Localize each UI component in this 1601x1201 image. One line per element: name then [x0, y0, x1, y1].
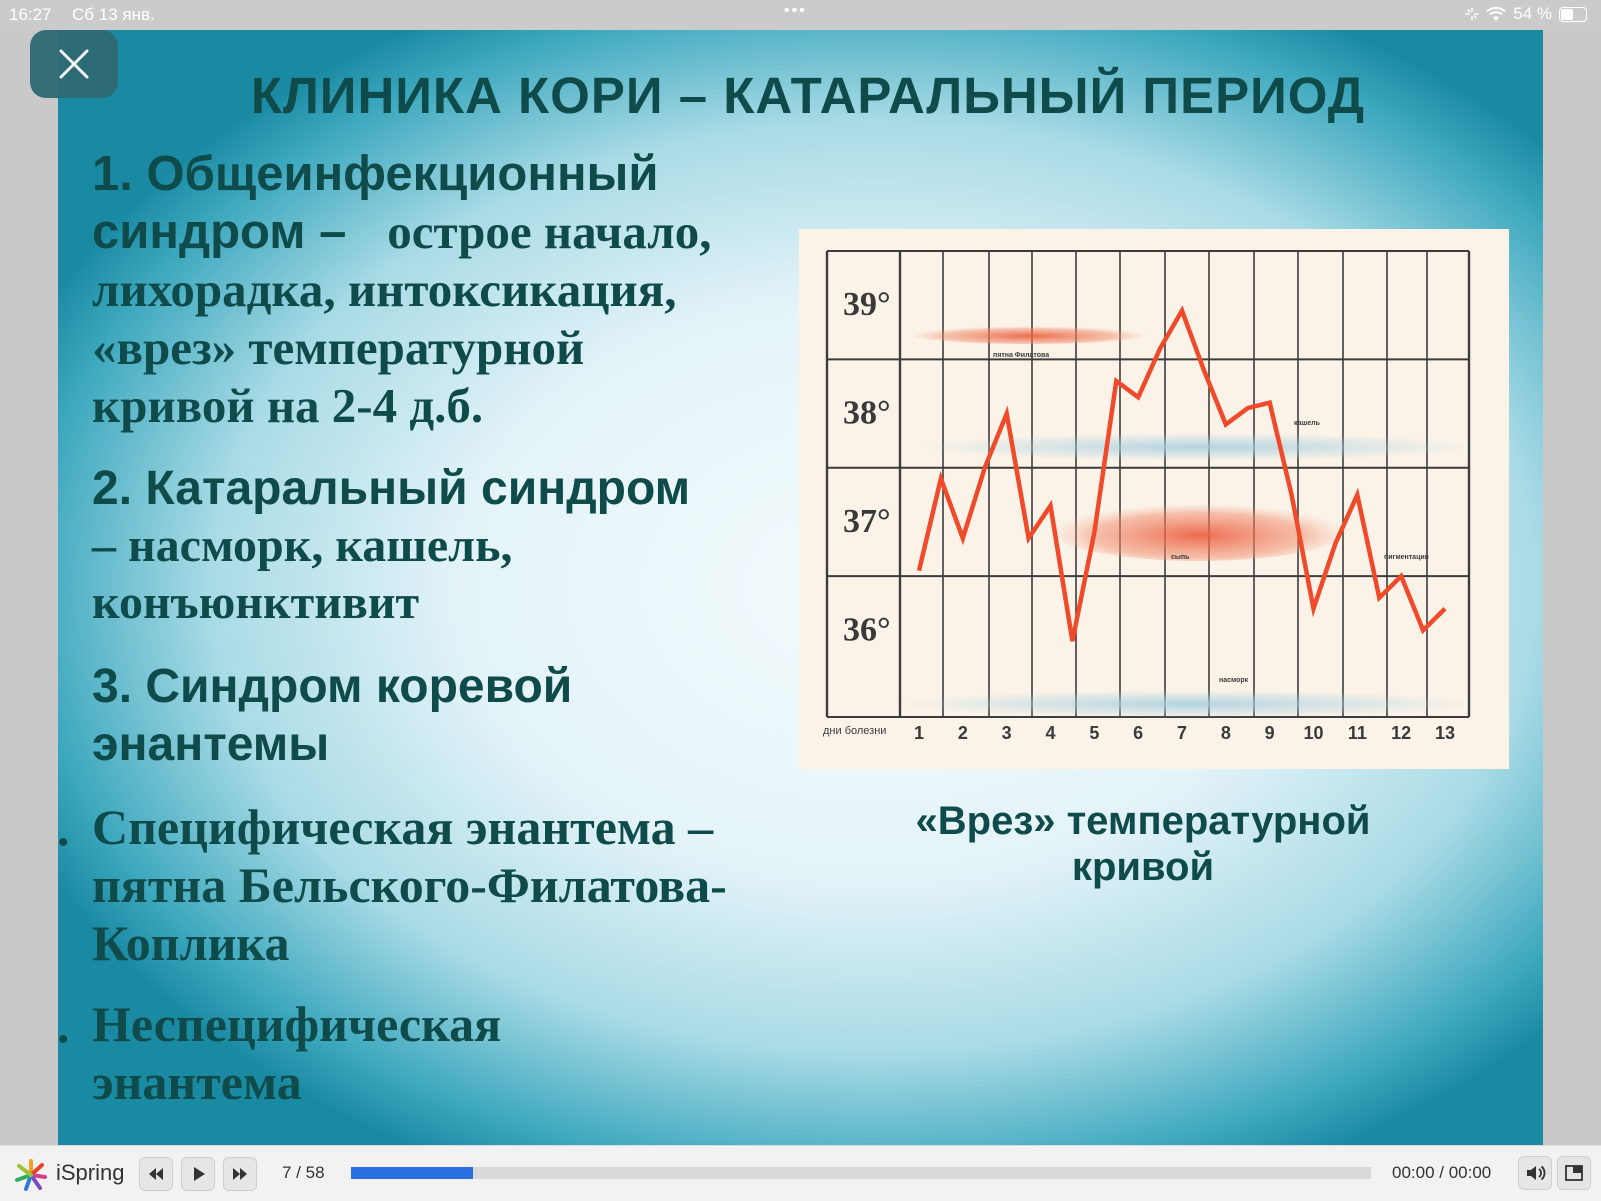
item1-text-line5: кривой на 2-4 д.б. — [92, 378, 484, 433]
annotation-runny-nose: насморк — [1219, 677, 1249, 684]
bullet1-line1: Специфическая энантема – — [92, 799, 714, 855]
annotation-rash: сыпь — [1171, 554, 1190, 561]
bullet1-line2: пятна Бельского-Филатова- — [92, 857, 727, 913]
x-axis-label: дни болезни — [823, 725, 887, 737]
y-tick-label: 36° — [843, 611, 891, 649]
close-button[interactable] — [30, 30, 118, 98]
rewind-button[interactable] — [139, 1157, 173, 1191]
item2-heading: 2. Катаральный синдром — [92, 462, 691, 515]
x-tick-label: 6 — [1133, 723, 1144, 743]
timecode: 00:00 / 00:00 — [1392, 1163, 1492, 1182]
y-tick-label: 38° — [843, 394, 891, 432]
x-tick-label: 12 — [1391, 723, 1412, 743]
item-enanthema — [92, 658, 572, 774]
y-tick-label: 37° — [843, 502, 891, 540]
item1-heading-line1: 1. Общеинфекционный — [92, 147, 659, 201]
bullet-marker: • — [58, 826, 69, 859]
item1-text-line3: лихорадка, интоксикация, — [92, 262, 677, 317]
player-controls — [0, 1145, 1601, 1201]
y-tick-label: 39° — [843, 286, 891, 324]
item-catarrhal — [92, 460, 690, 631]
x-tick-label: 4 — [1045, 723, 1056, 743]
close-icon — [30, 30, 118, 98]
bullet-marker: • — [58, 1023, 69, 1056]
brand-name: iSpring — [56, 1160, 125, 1185]
bullet2-line1: Неспецифическая — [92, 996, 502, 1052]
x-tick-label: 7 — [1176, 723, 1188, 743]
item-general-infection — [92, 145, 712, 435]
caption-line2: кривой — [1071, 845, 1215, 889]
item1-text-line4: «врез» температурной — [92, 320, 585, 375]
battery-icon — [1559, 7, 1587, 22]
status-bar — [0, 0, 1601, 30]
status-time: 16:27 — [9, 5, 52, 24]
annotation-cough: кашель — [1294, 420, 1320, 427]
x-tick-label: 5 — [1089, 723, 1100, 743]
progress-fill — [351, 1167, 473, 1179]
play-icon — [182, 1158, 214, 1190]
item2-text-line1: – насморк, кашель, — [92, 519, 513, 572]
x-tick-label: 13 — [1434, 723, 1456, 743]
status-date: Сб 13 янв. — [72, 5, 155, 24]
x-tick-label: 3 — [1001, 723, 1012, 743]
slide-title: КЛИНИКА КОРИ – КАТАРАЛЬНЫЙ ПЕРИОД — [250, 67, 1366, 124]
x-tick-label: 2 — [957, 723, 968, 743]
progress-bar[interactable] — [351, 1167, 1371, 1179]
item2-text-line2: конъюнктивит — [92, 576, 420, 629]
fullscreen-icon — [1558, 1157, 1590, 1189]
ispring-logo-icon — [14, 1158, 48, 1192]
bullet1-line3: Коплика — [92, 915, 290, 971]
item1-heading-line2: синдром – — [92, 205, 361, 259]
loading-icon — [1465, 7, 1479, 21]
x-tick-label: 8 — [1220, 723, 1231, 743]
temperature-chart — [799, 229, 1509, 769]
item3-line1: 3. Синдром коревой — [92, 660, 573, 713]
volume-button[interactable] — [1518, 1156, 1552, 1190]
annotation-pigmentation: пигментация — [1384, 554, 1429, 561]
fast-forward-icon — [224, 1158, 256, 1190]
rewind-icon — [140, 1158, 172, 1190]
item3-line2: энантемы — [92, 718, 330, 771]
caption-line1: «Врез» температурной — [915, 799, 1371, 843]
runny-nose-band — [899, 690, 1479, 718]
multitasking-dots[interactable]: ••• — [784, 2, 807, 19]
cough-band — [919, 433, 1479, 461]
x-tick-label: 11 — [1347, 723, 1367, 743]
temperature-chart-svg — [799, 229, 1509, 769]
chart-caption — [878, 798, 1408, 890]
slide-counter: 7 / 58 — [282, 1163, 325, 1182]
fullscreen-button[interactable] — [1557, 1156, 1591, 1190]
wifi-icon — [1486, 7, 1506, 22]
forward-button[interactable] — [223, 1157, 257, 1191]
play-button[interactable] — [181, 1157, 215, 1191]
bullet2-line2: энантема — [92, 1054, 302, 1110]
x-tick-label: 9 — [1264, 723, 1275, 743]
slide — [58, 30, 1543, 1145]
koplik-spots-band — [909, 324, 1149, 344]
annotation-koplik: пятна Филатова — [993, 352, 1050, 359]
speaker-icon — [1519, 1157, 1551, 1189]
x-tick-label: 1 — [913, 723, 925, 743]
battery-percent: 54 % — [1513, 4, 1552, 23]
item1-text-line2: острое начало, — [387, 204, 712, 259]
x-tick-label: 10 — [1303, 723, 1324, 743]
